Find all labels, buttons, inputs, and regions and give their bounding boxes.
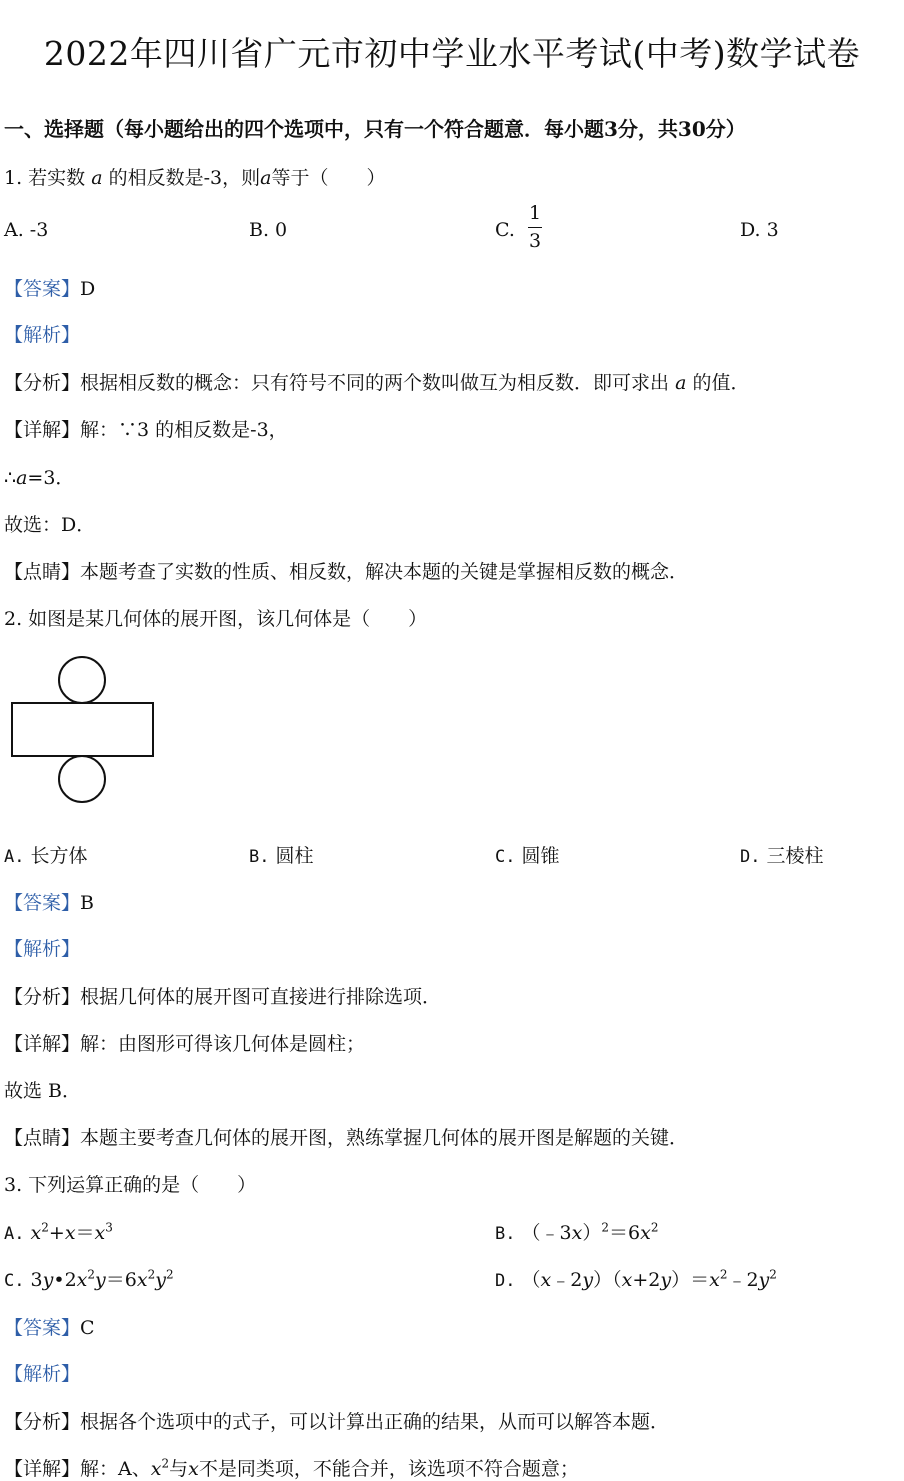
page-title: 2022年四川省广元市初中学业水平考试(中考)数学试卷 — [43, 34, 861, 73]
lateral-rectangle — [12, 703, 153, 756]
q3-analysis-label: 【解析】 — [4, 1363, 81, 1385]
fraction-denominator: 3 — [528, 230, 542, 252]
q1-option-a: A. -3 — [4, 219, 49, 241]
q2-option-b: B. 圆柱 — [249, 845, 314, 867]
q1-option-c-fraction — [528, 204, 542, 251]
fraction-numerator: 1 — [528, 202, 542, 224]
q3-option-d-expr: $(x﹣2y)(x+2y)=x^2﹣2y^2$ — [521, 1267, 777, 1291]
q2-stem: 2. 如图是某几何体的展开图，该几何体是（ ） — [4, 608, 428, 630]
q3-option-a: A. $x^2+x=x^3$ — [4, 1220, 113, 1244]
q3-stem: 3. 下列运算正确的是（ ） — [4, 1174, 257, 1196]
q3-answer: 【答案】C — [4, 1317, 95, 1339]
q2-option-d: D. 三棱柱 — [740, 845, 824, 867]
q1-xiangjie: 【详解】解：∵3 的相反数是-3， — [4, 419, 288, 441]
q1-fenxi: 【分析】根据相反数的概念：只有符号不同的两个数叫做互为相反数．即可求出 a 的值． — [4, 372, 750, 394]
section-heading: 一、选择题（每小题给出的四个选项中，只有一个符合题意．每小题3分，共30分） — [4, 117, 746, 141]
q3-option-c: C. $3y•2x^2y=6x^2y^2$ — [4, 1267, 174, 1291]
q2-xiangjie: 【详解】解：由图形可得该几何体是圆柱； — [4, 1033, 366, 1055]
q1-answer: 【答案】D — [4, 278, 96, 300]
q2-dianjing: 【点睛】本题主要考查几何体的展开图，熟练掌握几何体的展开图是解题的关键． — [4, 1127, 689, 1149]
q1-dianjing: 【点睛】本题考查了实数的性质、相反数，解决本题的关键是掌握相反数的概念． — [4, 561, 689, 583]
q1-stem: 1. 若实数 a 的相反数是-3，则a等于（ ） — [4, 167, 386, 189]
q3-option-b-expr: $(﹣3x)^2=6x^2$ — [521, 1220, 659, 1244]
bottom-circle — [59, 756, 105, 802]
q2-answer: 【答案】B — [4, 892, 94, 914]
q3-option-d: D. $(x﹣2y)(x+2y)=x^2﹣2y^2$ — [495, 1267, 777, 1291]
q2-option-c: C. 圆锥 — [495, 845, 560, 867]
q2-fenxi: 【分析】根据几何体的展开图可直接进行排除选项． — [4, 986, 442, 1008]
q3-xiangjie: 【详解】解：A、$x^2$与x不是同类项，不能合并，该选项不符合题意； — [4, 1456, 579, 1480]
q1-option-c-label: C. — [495, 219, 515, 241]
q1-therefore: ∴a=3． — [4, 467, 75, 489]
q1-option-d: D. 3 — [740, 219, 779, 241]
q3-option-c-expr: $3y•2x^2y=6x^2y^2$ — [30, 1267, 174, 1291]
q2-analysis-label: 【解析】 — [4, 938, 81, 960]
q2-choose: 故选 B． — [4, 1080, 82, 1102]
q1-choose: 故选：D． — [4, 514, 96, 536]
cylinder-net-figure — [8, 655, 158, 807]
q3-option-b: B. $(﹣3x)^2=6x^2$ — [495, 1220, 659, 1244]
top-circle — [59, 657, 105, 703]
q3-option-a-expr: $x^2+x=x^3$ — [30, 1220, 113, 1244]
q1-analysis-label: 【解析】 — [4, 324, 81, 346]
q1-option-b: B. 0 — [249, 219, 288, 241]
fraction-bar — [528, 227, 542, 228]
q2-option-a: A. 长方体 — [4, 845, 88, 867]
q3-fenxi: 【分析】根据各个选项中的式子，可以计算出正确的结果，从而可以解答本题． — [4, 1411, 670, 1433]
